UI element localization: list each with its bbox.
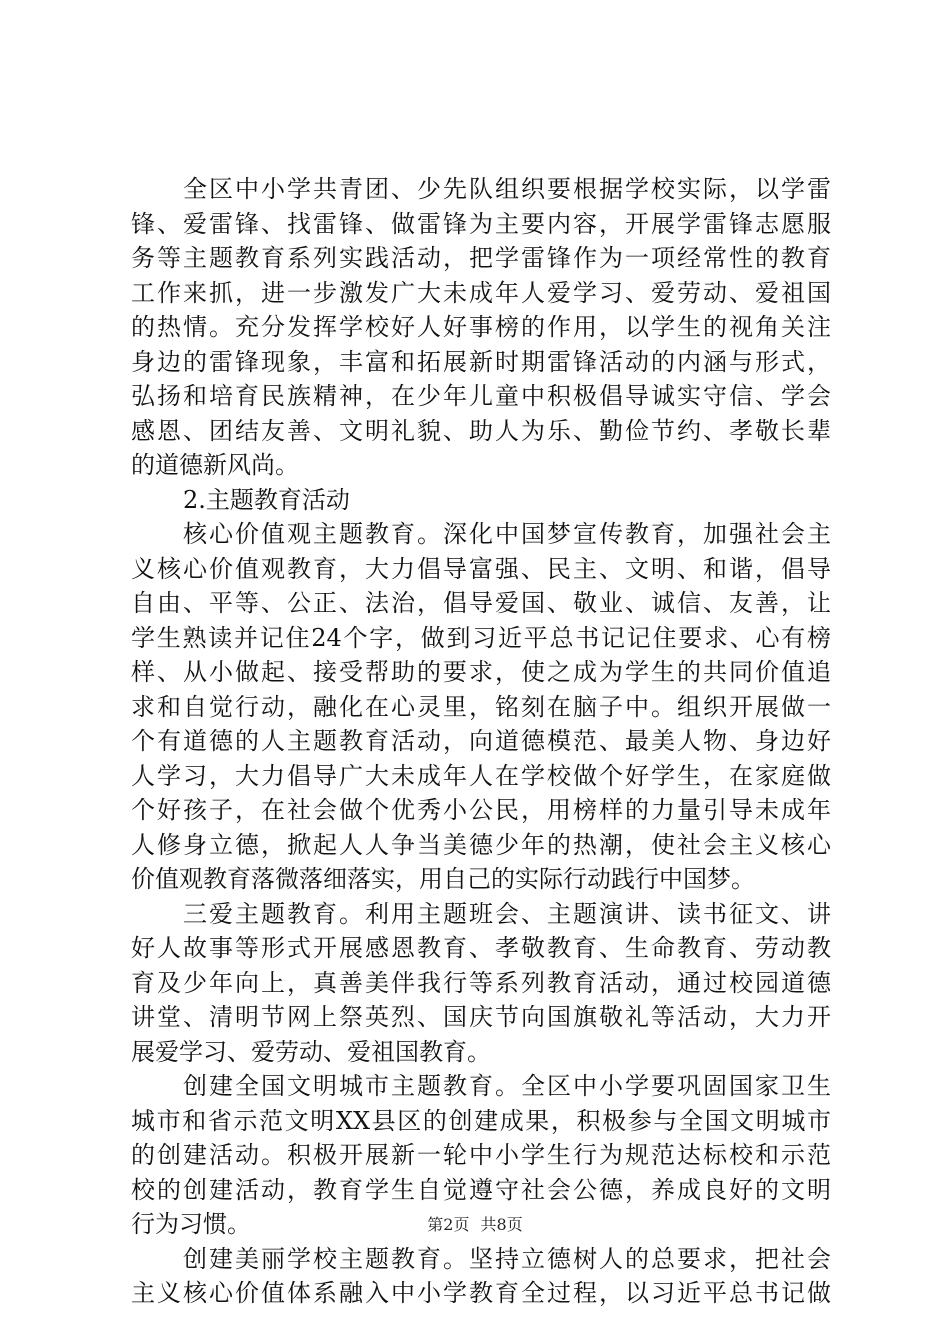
text-line: 个有道德的人主题教育活动，向道德模范、最美人物、身边好 <box>131 727 831 755</box>
text-line: 行为习惯。 <box>131 1210 251 1238</box>
text-line: 2.主题教育活动 <box>183 485 350 514</box>
text-line: 务等主题教育系列实践活动，把学雷锋作为一项经常性的教育 <box>131 244 831 272</box>
text-line: 展爱学习、爱劳动、爱祖国教育。 <box>131 1037 491 1066</box>
text-line: 创建全国文明城市主题教育。全区中小学要巩固国家卫生 <box>183 1072 831 1100</box>
text-line: 身边的雷锋现象，丰富和拓展新时期雷锋活动的内涵与形式， <box>131 347 831 376</box>
text-line: 城市和省示范文明XX县区的创建成果，积极参与全国文明城市 <box>131 1106 831 1135</box>
text-line: 创建美丽学校主题教育。坚持立德树人的总要求，把社会 <box>183 1244 831 1273</box>
page-number: 第2页 <box>427 1215 470 1234</box>
text-line: 价值观教育落微落细落实，用自己的实际行动践行中国梦。 <box>131 865 755 893</box>
text-line: 主义核心价值体系融入中小学教育全过程，以习近平总书记做 <box>131 1279 831 1307</box>
text-line: 的热情。充分发挥学校好人好事榜的作用，以学生的视角关注 <box>131 313 831 341</box>
text-line: 校的创建活动，教育学生自觉遵守社会公德，养成良好的文明 <box>131 1175 831 1204</box>
text-line: 样、从小做起、接受帮助的要求，使之成为学生的共同价值追 <box>131 658 831 686</box>
page-footer <box>0 1212 950 1235</box>
text-line: 工作来抓，进一步激发广大未成年人爱学习、爱劳动、爱祖国 <box>131 278 831 307</box>
text-line: 的道德新风尚。 <box>131 451 299 479</box>
text-line: 人学习，大力倡导广大未成年人在学校做个好学生，在家庭做 <box>131 761 831 790</box>
text-line: 学生熟读并记住24个字，做到习近平总书记记住要求、心有榜 <box>131 623 831 652</box>
text-line: 三爱主题教育。利用主题班会、主题演讲、读书征文、讲 <box>183 899 831 928</box>
text-line: 自由、平等、公正、法治，倡导爱国、敬业、诚信、友善，让 <box>131 589 831 617</box>
text-line: 讲堂、清明节网上祭英烈、国庆节向国旗敬礼等活动，大力开 <box>131 1003 831 1031</box>
text-line: 育及少年向上，真善美伴我行等系列教育活动，通过校园道德 <box>131 968 831 997</box>
text-line: 人修身立德，掀起人人争当美德少年的热潮，使社会主义核心 <box>131 830 831 859</box>
text-line: 的创建活动。积极开展新一轮中小学生行为规范达标校和示范 <box>131 1141 831 1169</box>
document-body <box>131 172 831 1311</box>
text-line: 全区中小学共青团、少先队组织要根据学校实际，以学雷 <box>183 175 831 203</box>
text-line: 求和自觉行动，融化在心灵里，铭刻在脑子中。组织开展做一 <box>131 692 831 721</box>
text-line: 个好孩子，在社会做个优秀小公民，用榜样的力量引导未成年 <box>131 796 831 824</box>
page-total: 共8页 <box>480 1215 523 1234</box>
text-line: 好人故事等形式开展感恩教育、孝敬教育、生命教育、劳动教 <box>131 934 831 962</box>
text-line: 感恩、团结友善、文明礼貌、助人为乐、勤俭节约、孝敬长辈 <box>131 416 831 445</box>
text-line: 核心价值观主题教育。深化中国梦宣传教育，加强社会主 <box>183 520 831 548</box>
text-line: 锋、爱雷锋、找雷锋、做雷锋为主要内容，开展学雷锋志愿服 <box>131 209 831 238</box>
text-line: 弘扬和培育民族精神，在少年儿童中积极倡导诚实守信、学会 <box>131 382 831 410</box>
text-line: 义核心价值观教育，大力倡导富强、民主、文明、和谐，倡导 <box>131 554 831 583</box>
